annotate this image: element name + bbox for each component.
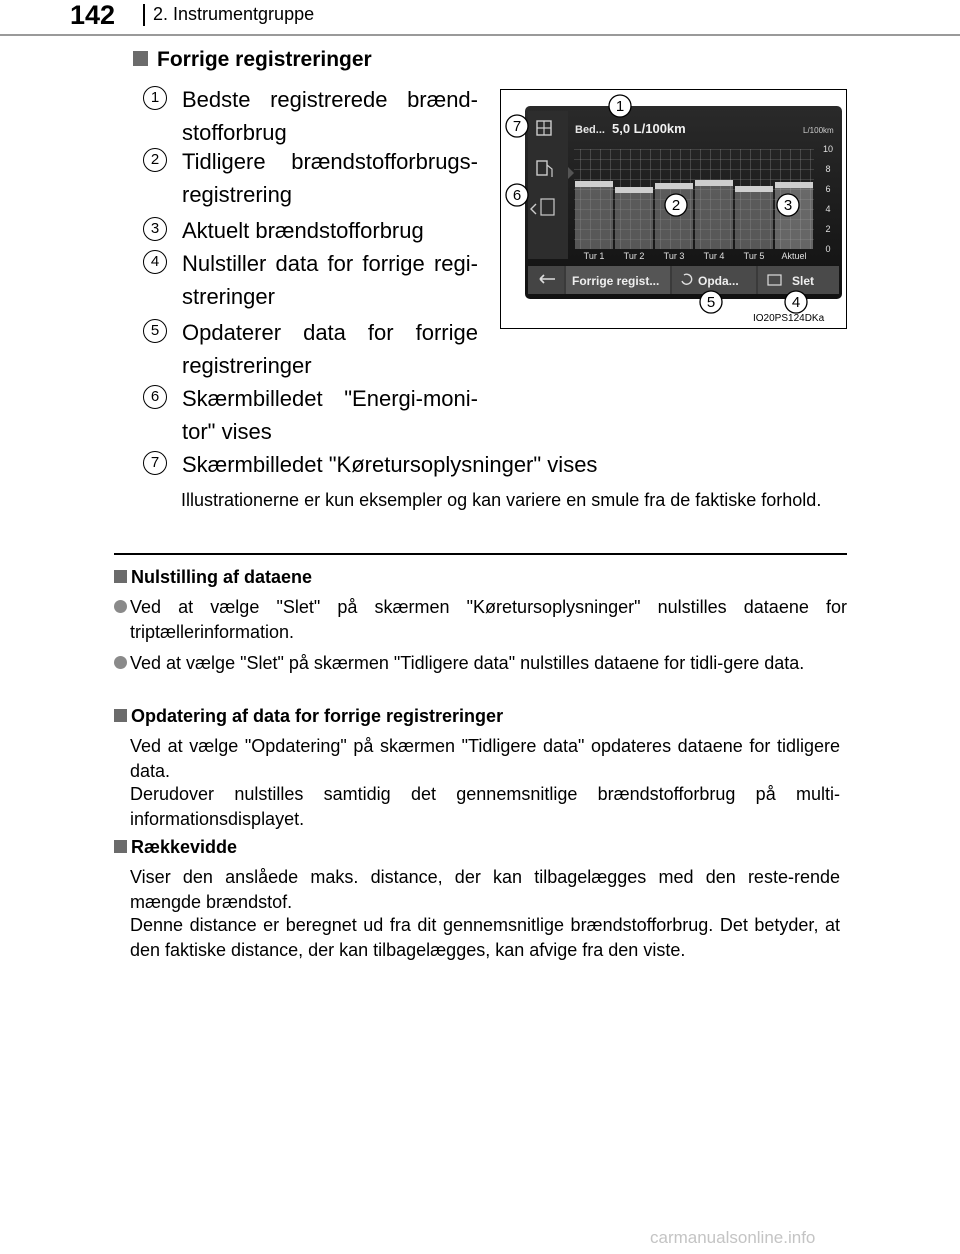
bullet-text: Ved at vælge "Slet" på skærmen "Køretursoplysninger" nulstilles dataene for triptællerinformation. <box>130 597 847 642</box>
subsection-title <box>114 837 237 858</box>
square-bullet-icon <box>114 840 127 853</box>
unit-label: L/100km <box>803 126 834 135</box>
scale-label: 4 <box>825 204 831 214</box>
section-title <box>133 48 372 72</box>
square-bullet-icon <box>133 51 148 66</box>
side-panel <box>528 111 568 259</box>
legend-text: Aktuelt brændstofforbrug <box>182 218 424 243</box>
opda-button-label: Opda... <box>698 274 739 288</box>
forrige-button-label: Forrige regist... <box>572 274 660 288</box>
bar-cap <box>735 186 773 192</box>
section-divider <box>114 553 847 555</box>
illustration-note: Illustrationerne er kun eksempler og kan variere en smule fra de faktiske forhold. <box>181 490 822 510</box>
bar <box>695 180 733 249</box>
bullet-dot-icon <box>114 656 127 669</box>
callout-number: 4 <box>791 294 801 311</box>
watermark: carmanualsonline.info <box>650 1228 816 1247</box>
bar-cap <box>695 180 733 186</box>
header-rule <box>0 34 960 36</box>
number-badge: 6 <box>143 385 167 409</box>
category-label: Aktuel <box>781 251 807 261</box>
legend-text: Skærmbilledet "Køretursoplysninger" vises <box>182 452 598 477</box>
slet-button-label: Slet <box>792 274 815 288</box>
number-badge: 1 <box>143 86 167 110</box>
number-badge: 2 <box>143 148 167 172</box>
figure-code: IO20PS124DKa <box>753 313 825 324</box>
legend-text: Tidligere brændstofforbrugs-registrering <box>182 149 478 207</box>
callout-number: 3 <box>783 197 793 214</box>
scale-label: 10 <box>822 144 834 154</box>
header-separator <box>143 4 145 26</box>
scale-label: 6 <box>825 184 831 194</box>
running-head: 2. Instrumentgruppe <box>153 4 315 24</box>
callout-number: 2 <box>671 197 681 214</box>
category-label: Tur 1 <box>583 251 605 261</box>
bar <box>775 182 813 249</box>
paragraph: Ved at vælge "Opdatering" på skærmen "Tidligere data" opdateres dataene for tidligere data. <box>130 736 840 781</box>
category-label: Tur 3 <box>663 251 685 261</box>
bar-cap <box>575 181 613 187</box>
number-badge: 4 <box>143 250 167 274</box>
subsection-title-text: Opdatering af data for forrige registreringer <box>131 706 504 726</box>
legend-text: Nulstiller data for forrige regi-streringer <box>182 251 478 309</box>
previous-records-illustration <box>500 89 847 329</box>
square-bullet-icon <box>114 570 127 583</box>
square-bullet-icon <box>114 709 127 722</box>
scale-label: 2 <box>825 224 831 234</box>
bar-cap <box>775 182 813 188</box>
legend-text: Opdaterer data for forrige registreringer <box>182 320 478 378</box>
best-value: 5,0 L/100km <box>612 121 686 136</box>
bar <box>615 187 653 249</box>
section-title-text: Forrige registreringer <box>157 48 372 71</box>
subsection-title <box>114 706 503 727</box>
page-number: 142 <box>70 0 116 30</box>
scale-label: 8 <box>825 164 831 174</box>
bar <box>575 181 613 249</box>
callout-number: 1 <box>615 98 625 115</box>
legend-text: Bedste registrerede brænd-stofforbrug <box>182 87 478 145</box>
scale-label: 0 <box>825 244 831 254</box>
callout-number: 5 <box>706 294 716 311</box>
paragraph: Denne distance er beregnet ud fra dit gennemsnitlige brændstofforbrug. Det betyder, at den faktiske distance, der kan tilbagelægges, kan afvige fra den viste. <box>130 915 840 960</box>
subsection-title <box>114 567 312 588</box>
best-label: Bed... <box>575 124 605 136</box>
paragraph: Viser den anslåede maks. distance, der kan tilbagelægges med den reste-rende mængde brændstof. <box>130 867 840 912</box>
number-badge: 7 <box>143 451 167 475</box>
bar-cap <box>655 183 693 189</box>
bar-cap <box>615 187 653 193</box>
callout-number: 6 <box>512 187 522 204</box>
bar <box>735 186 773 249</box>
subsection-title-text: Rækkevidde <box>131 837 238 857</box>
subsection-title-text: Nulstilling af dataene <box>131 567 313 587</box>
paragraph: Derudover nulstilles samtidig det gennemsnitlige brændstofforbrug på multi-informationsdisplayet. <box>130 784 840 829</box>
number-badge: 5 <box>143 319 167 343</box>
number-badge: 3 <box>143 217 167 241</box>
category-label: Tur 5 <box>743 251 765 261</box>
category-label: Tur 4 <box>703 251 725 261</box>
legend-text: Skærmbilledet "Energi-moni-tor" vises <box>182 386 478 444</box>
callout-number: 7 <box>512 118 522 135</box>
back-button[interactable] <box>528 266 564 294</box>
bullet-text: Ved at vælge "Slet" på skærmen "Tidligere data" nulstilles dataene for tidli-gere data. <box>130 653 805 673</box>
category-label: Tur 2 <box>623 251 645 261</box>
bullet-dot-icon <box>114 600 127 613</box>
